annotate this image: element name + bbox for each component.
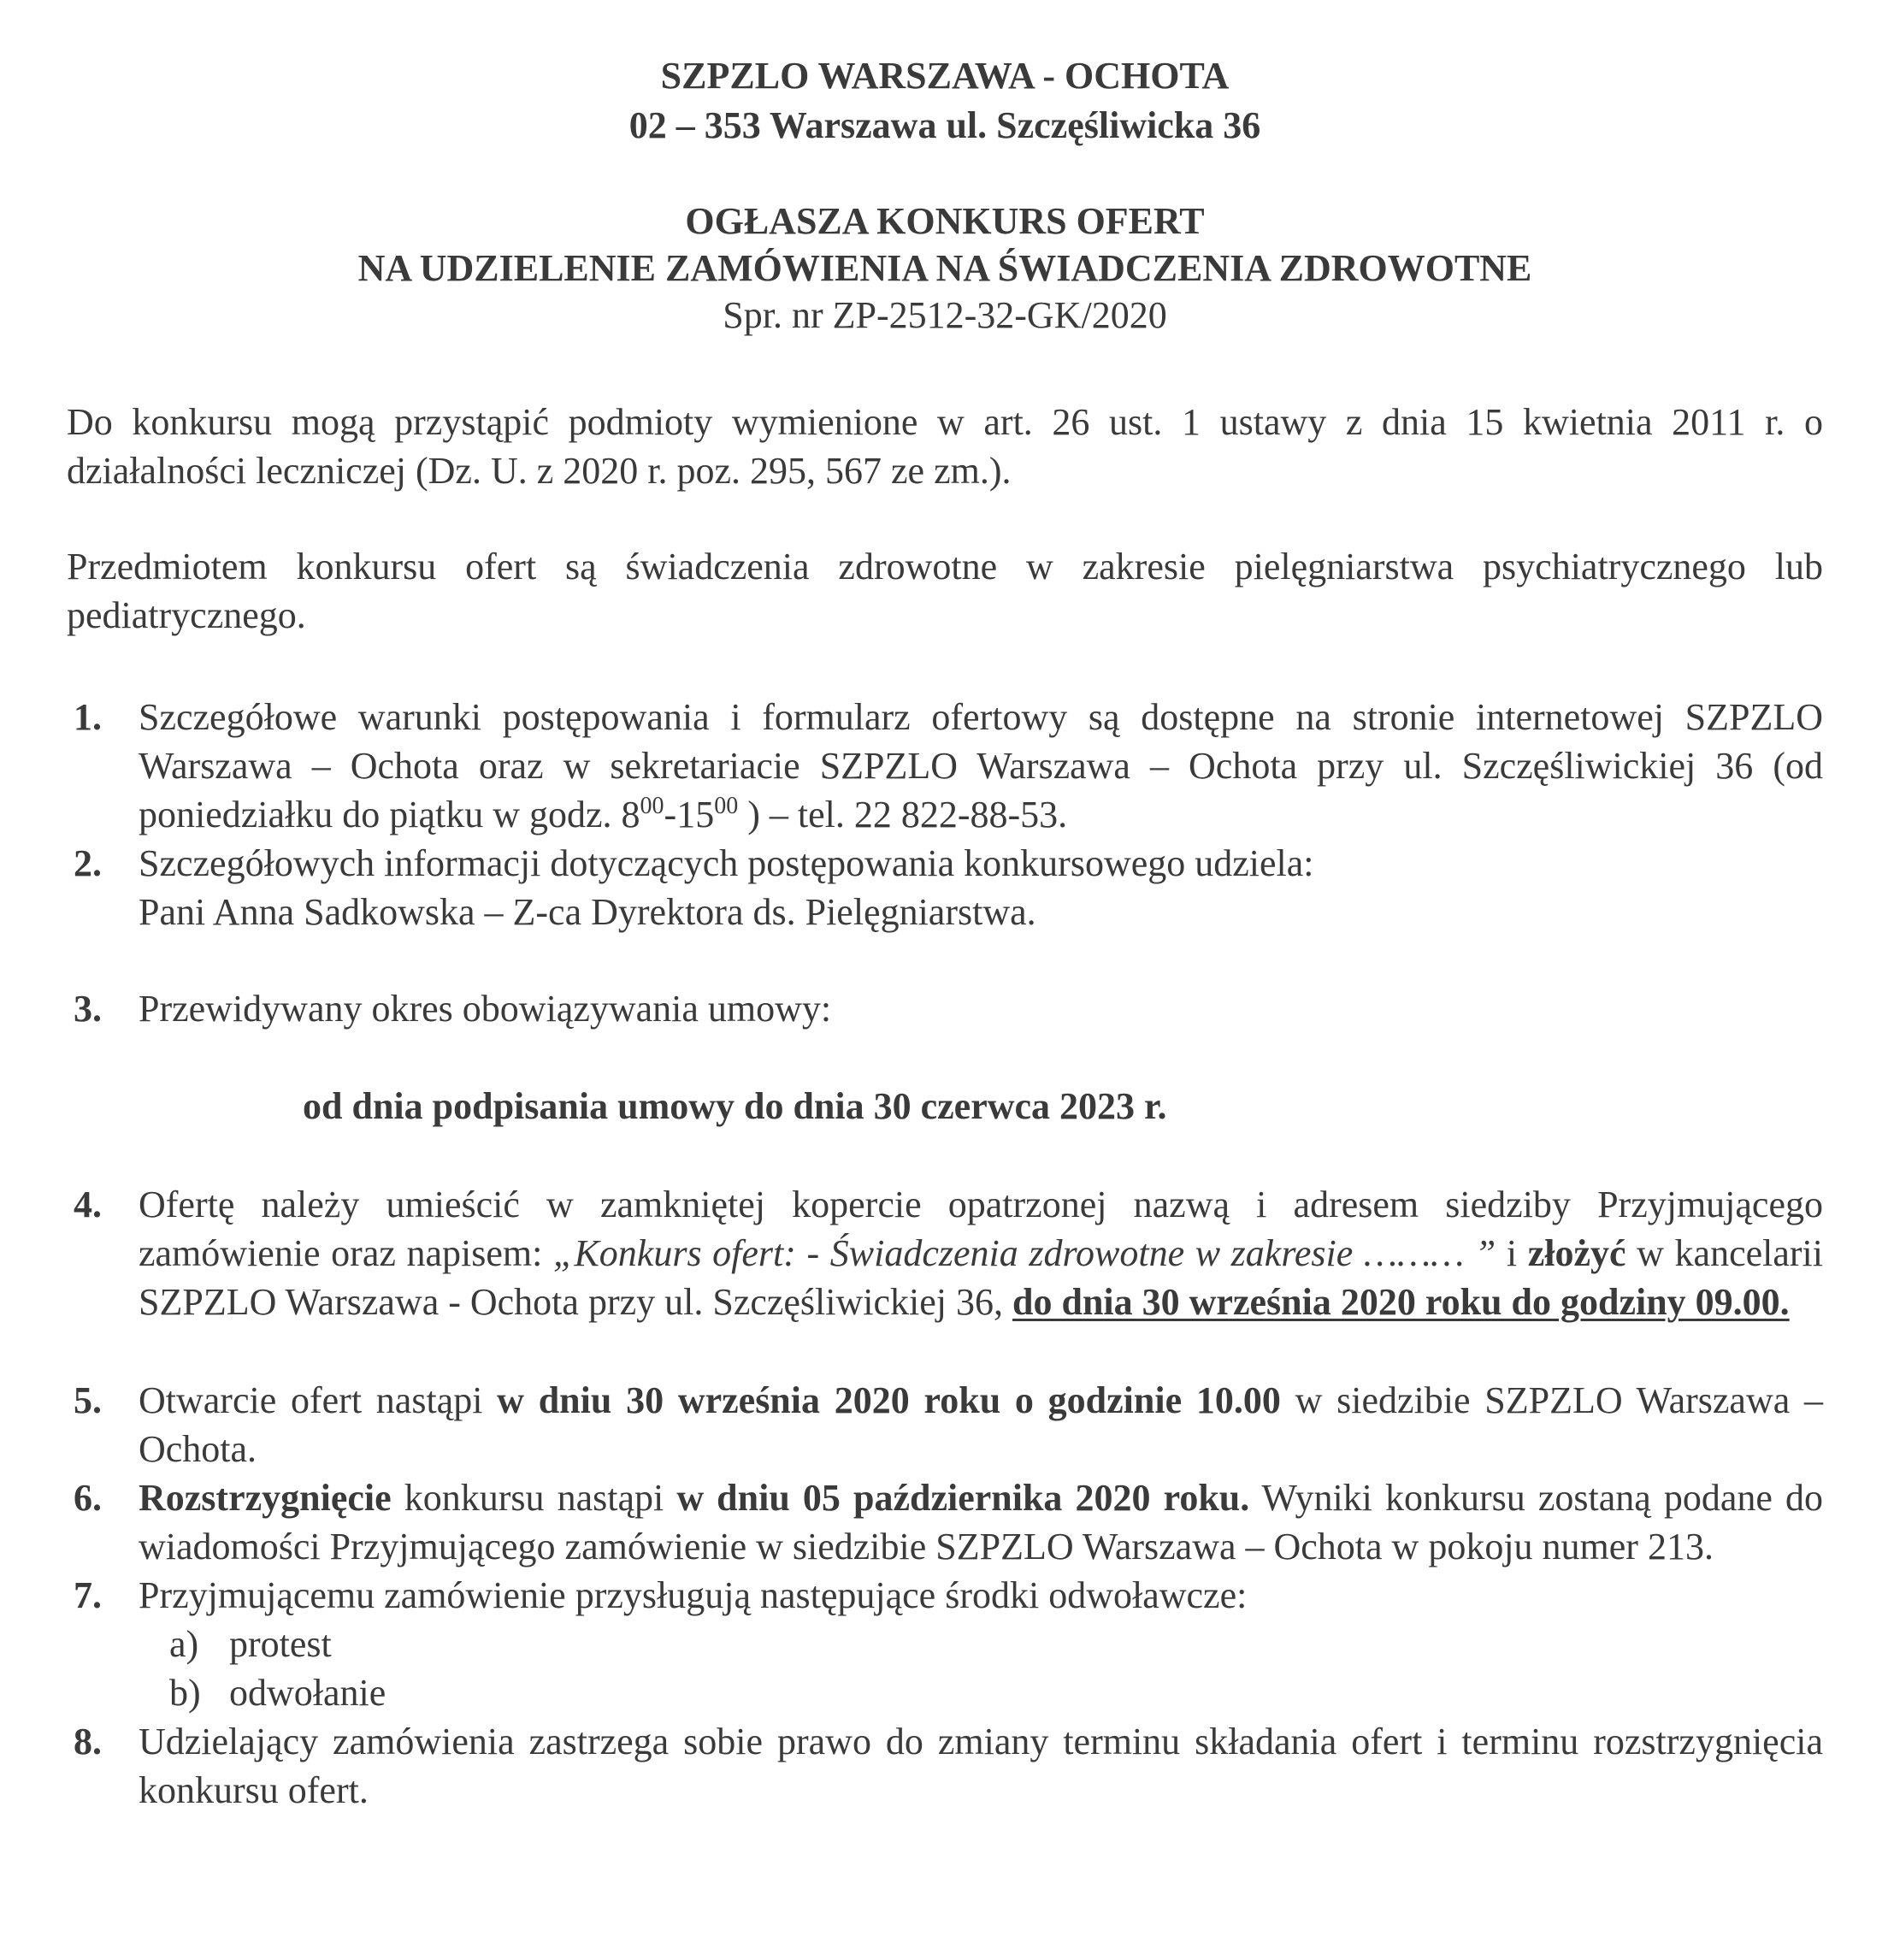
item-5-text-b: w siedzibie SZPZLO Warszawa – Ochota. [139,1379,1823,1470]
remedy-label: b) [169,1672,201,1714]
item-number: 8. [74,1721,102,1762]
item-1-hours-sup-1: 00 [640,793,664,819]
item-1-phone: ) – tel. 22 822-88-53. [738,794,1068,835]
item-4-text-a: Ofertę należy umieścić w zamkniętej kopercie opatrzonej nazwą i adresem siedziby Przyjmującego zamówienie oraz napisem: [139,1184,1823,1274]
item-2-contact-person: Pani Anna Sadkowska – Z-ca Dyrektora ds. Pielęgniarstwa. [139,891,1036,933]
item-number: 1. [74,696,102,738]
resolution-date: w dniu 05 października 2020 roku. [676,1477,1250,1519]
item-6-text-a: konkursu nastąpi [391,1477,677,1519]
intro-paragraph-subject: Przedmiotem konkursu ofert są świadczenia zdrowotne w zakresie pielęgniarstwa psychiatrycznego lub pediatrycznego. [67,546,1823,636]
remedy-text: protest [229,1623,332,1665]
conditions-list [67,693,1823,1815]
item-8-text: Udzielający zamówienia zastrzega sobie prawo do zmiany terminu składania ofert i terminu rozstrzygnięcia konkursu ofert. [139,1721,1823,1811]
org-address: 02 – 353 Warszawa ul. Szczęśliwicka 36 [628,104,1261,146]
item-number: 2. [74,842,102,884]
item-number: 5. [74,1379,102,1421]
title-line-2: NA UDZIELENIE ZAMÓWIENIA NA ŚWIADCZENIA ZDROWOTNE [357,247,1532,289]
list-item-3 [67,984,1823,1033]
item-7-text: Przyjmującemu zamówienie przysługują następujące środki odwoławcze: [139,1574,1248,1616]
list-item-6 [67,1473,1823,1571]
title-line-1: OGŁASZA KONKURS OFERT [685,200,1205,242]
item-2-line-1: Szczegółowych informacji dotyczących postępowania konkursowego udziela: [139,842,1314,884]
item-4-text-b: i [1496,1232,1528,1274]
item-1-hours-sup-2: 00 [714,793,739,819]
item-4-text-c: w kancelarii SZPZLO Warszawa - Ochota przy ul. Szczęśliwickiej 36, [139,1232,1824,1323]
list-item-8 [67,1717,1823,1815]
remedy-item-b [67,1668,1823,1717]
item-number: 6. [74,1477,102,1519]
submit-keyword: złożyć [1527,1232,1626,1274]
remedy-text: odwołanie [229,1672,386,1714]
document-page [67,0,1823,1815]
contract-period: od dnia podpisania umowy do dnia 30 czerwca 2023 r. [303,1085,1167,1127]
list-item-4 [67,1180,1823,1326]
item-3-text: Przewidywany okres obowiązywania umowy: [139,988,832,1030]
remedy-item-a [67,1620,1823,1668]
item-number: 3. [74,988,102,1030]
list-item-1 [67,693,1823,839]
case-reference: Spr. nr ZP-2512-32-GK/2020 [723,294,1167,336]
resolution-keyword: Rozstrzygnięcie [139,1477,392,1519]
list-item-7 [67,1571,1823,1620]
item-6-text-b: Wyniki konkursu zostaną podane do wiadomości Przyjmującego zamówienie w siedzibie SZPZLO Warszawa – Ochota w pokoju numer 213. [139,1477,1823,1567]
opening-date: w dniu 30 września 2020 roku o godzinie 10.00 [497,1379,1281,1421]
announcement-title [67,198,1823,292]
item-number: 4. [74,1184,102,1225]
intro-paragraph-eligibility: Do konkursu mogą przystąpić podmioty wymienione w art. 26 ust. 1 ustawy z dnia 15 kwietnia 2011 r. o działalności leczniczej (Dz. U. z 2020 r. poz. 295, 567 ze zm.). [67,401,1823,492]
item-5-text-a: Otwarcie ofert nastąpi [139,1379,498,1421]
item-1-hours-mid: -15 [664,794,715,835]
submission-deadline: do dnia 30 września 2020 roku do godziny 09.00. [1012,1281,1790,1323]
item-number: 7. [74,1574,102,1616]
item-1-text: Szczegółowe warunki postępowania i formularz ofertowy są dostępne na stronie internetowej SZPZLO Warszawa – Ochota oraz w sekretariacie SZPZLO Warszawa – Ochota przy ul. Szczęśliwickiej 36 (od poniedziałku do piątku w godz. 8 [139,696,1823,835]
envelope-label: „Konkurs ofert: - Świadczenia zdrowotne w zakresie ……… ” [552,1232,1496,1274]
list-item-5 [67,1376,1823,1473]
list-item-2 [67,839,1823,936]
remedy-label: a) [169,1623,199,1665]
org-name: SZPZLO WARSZAWA - OCHOTA [660,55,1230,97]
